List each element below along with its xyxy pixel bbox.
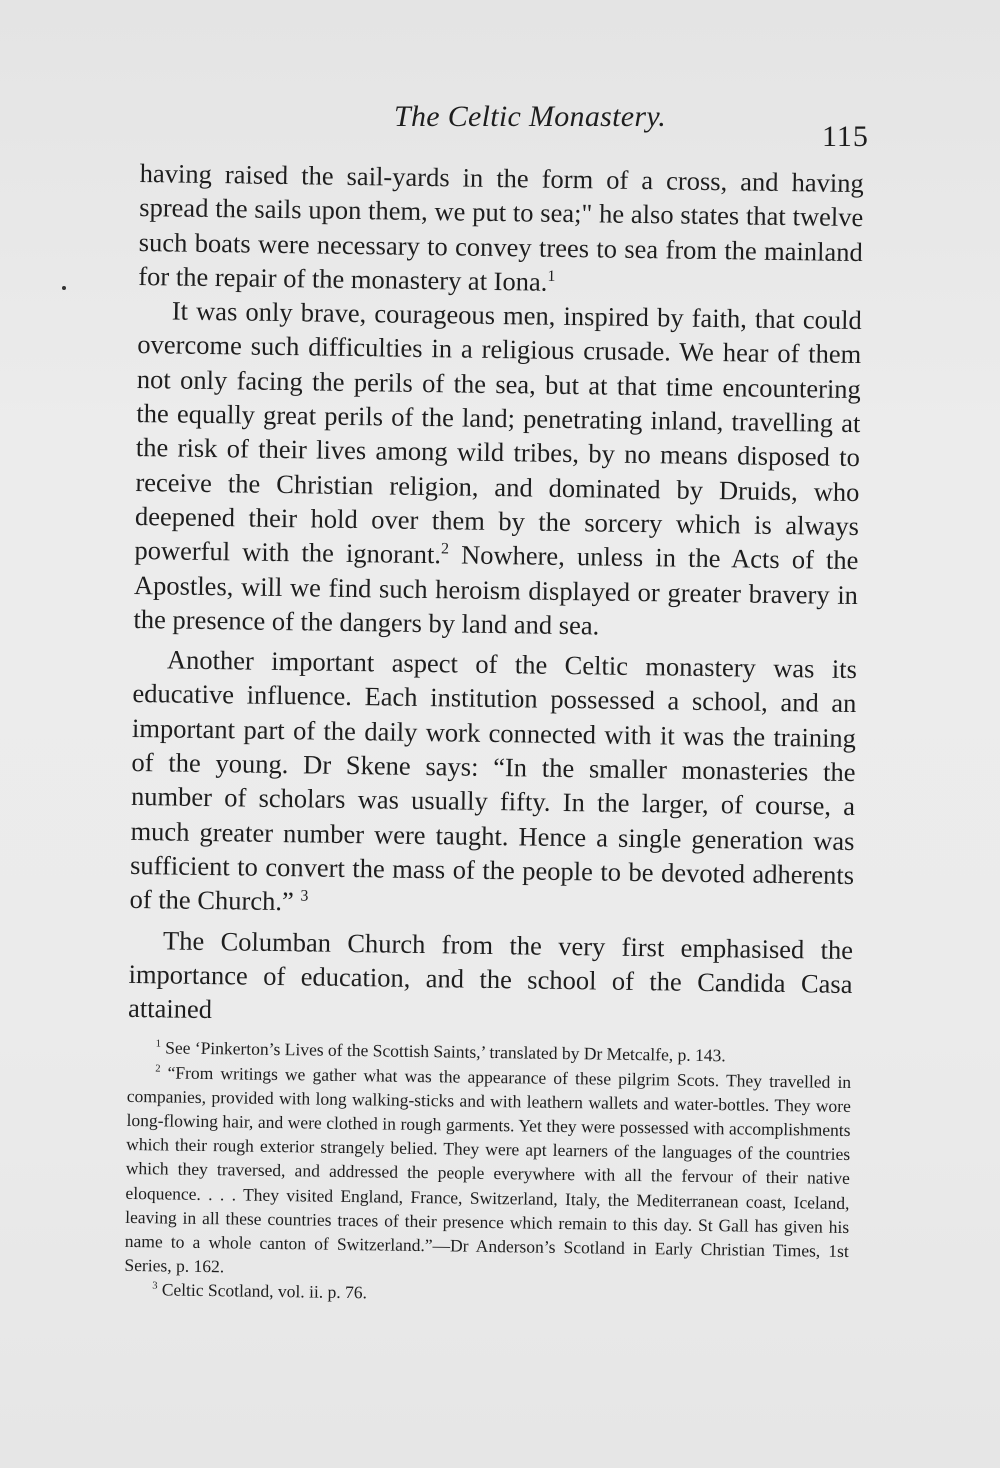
footnote-ref-1: 1 — [547, 267, 556, 285]
footnote-text: “From writings we gather what was the appearance of these pilgrim Scots. They travelled in companies, provided with long walking-sticks and with leathern wallets and water-bottles. They wore long-flowing hair, and were clothed in rough garments. Yet they were possessed with accomplishments which their rough exterior strangely belied. They were apt learners of the languages of the countries which they traversed, and addressed the people everywhere with all the fervour of their native eloquence. . . . They visited England, France, Switzerland, Italy, the Mediterranean coast, Iceland, leaving in all these countries traces of their presence which remain to this day. St Gall has given his name to a whole canton of Switzerland.”—Dr Anderson’s Scotland in Early Christian Times, 1st Series, p. 162. — [124, 1062, 852, 1277]
page-number: 115 — [822, 120, 869, 153]
running-head: The Celtic Monastery. — [394, 100, 667, 133]
paragraph-3 — [129, 642, 857, 926]
paragraph-4-text: The Columban Church from the very first emphasised the importance of education, and the school of the Candida Casa attained — [127, 924, 854, 1025]
footnote-mark: 2 — [155, 1063, 161, 1075]
footnote-ref-2: 2 — [440, 540, 450, 558]
footnote-text: Celtic Scotland, vol. ii. p. 76. — [161, 1279, 368, 1303]
paragraph-2-text-a: It was only brave, courageous men, inspired by faith, that could overcome such difficulties in a religious crusade. We hear of them not only facing the perils of the sea, but at that time encountering the equally great perils of the land; penetrating inland, travelling at the risk of their lives among wild tribes, by no means disposed to receive the Christian religion, and dominated by Druids, who deepened their hold over them by the sorcery which is always powerful with the ignorant. — [134, 295, 862, 570]
footnote-mark: 3 — [152, 1280, 158, 1292]
footnote-2 — [124, 1060, 851, 1288]
paragraph-2-text-b: Nowhere, unless in the Acts of the Apostles, will we find such heroism displayed or greater bravery in the presence of the dangers by land and sea. — [133, 539, 859, 641]
main-text — [124, 156, 864, 1312]
footnote-mark: 1 — [155, 1038, 161, 1050]
footnote-ref-3: 3 — [300, 887, 309, 905]
margin-mark — [62, 286, 66, 290]
paragraph-1 — [138, 156, 864, 303]
paragraph-2 — [133, 293, 862, 646]
paragraph-4 — [128, 922, 853, 1035]
footnotes — [124, 1035, 852, 1311]
paragraph-3-text: Another important aspect of the Celtic monastery was its educative influence. Each institution possessed a school, and an important part of the daily work connected with it was the training of the young. Dr Skene says: “In the smaller monasteries the number of scholars was usually fifty. In the larger, of course, a much greater number were taught. Hence a single generation was sufficient to convert the mass of the people to be devoted adherents of the Church.” — [129, 644, 858, 917]
paragraph-1-text: having raised the sail-yards in the form of a cross, and having spread the sails upon them, we put to sea;" he also states that twelve such boats were necessary to convey trees to sea from the mainland for the repair of the monastery at Iona. — [138, 157, 864, 297]
footnote-text: See ‘Pinkerton’s Lives of the Scottish Saints,’ translated by Dr Metcalfe, p. 143. — [165, 1037, 726, 1066]
